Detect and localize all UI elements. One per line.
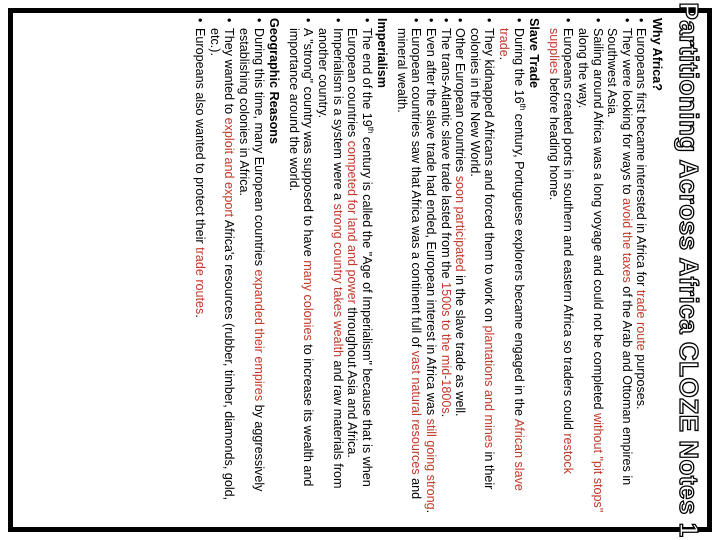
bullet-text: The trans-Atlantic slave trade lasted from the — [438, 28, 453, 283]
bullet-item — [634, 18, 649, 523]
bullet-text: in the slave trade as well. — [453, 271, 468, 417]
bullet-list — [193, 18, 266, 523]
bullet-item — [467, 18, 496, 523]
bullet-dot-icon: • — [424, 18, 439, 23]
bullet-text: A "strong" country was supposed to have — [301, 28, 316, 261]
bullet-text: th — [365, 126, 375, 134]
bullet-item — [236, 18, 265, 523]
bullet-item — [193, 18, 208, 523]
bullet-dot-icon: • — [359, 18, 374, 23]
bullet-text: . — [497, 56, 512, 61]
bullet-dot-icon: • — [301, 18, 316, 23]
bullet-dot-icon: • — [634, 18, 649, 23]
bullet-text: Europeans first became interested in Africa for — [634, 28, 649, 290]
bullet-item — [286, 18, 315, 523]
bullet-dot-icon: • — [251, 18, 266, 23]
bullet-text: Sailing around Africa was a long voyage and could not be completed — [590, 28, 605, 414]
bullet-text: Africa's resources (rubber, timber, diamonds, gold, etc.). — [207, 28, 237, 501]
section-heading: Imperialism — [375, 18, 390, 88]
bullet-text: and raw materials from another country. — [315, 28, 345, 489]
bullet-item — [315, 18, 344, 523]
cloze-answer: strong country takes wealth — [330, 203, 345, 357]
bullet-text: Europeans also wanted to protect their — [193, 28, 208, 248]
cloze-answer: 1500s to the mid-1800s — [438, 282, 453, 414]
bullet-text: along the way. — [576, 28, 591, 109]
bullet-item — [438, 18, 453, 523]
bullet-text: They wanted to — [222, 28, 237, 118]
bullet-dot-icon: • — [222, 18, 237, 23]
bullet-text: They were looking for ways to — [619, 28, 634, 199]
cloze-answer: exploit and export — [222, 117, 237, 218]
bullet-text: of the Arab and Ottoman empires in Southwest Asia. — [605, 28, 634, 486]
bullet-item — [394, 18, 423, 523]
bullet-dot-icon: • — [619, 18, 634, 23]
bullet-dot-icon: • — [511, 18, 526, 23]
bullet-text: . — [424, 509, 439, 514]
bullet-item — [345, 18, 374, 523]
bullet-text: During the 16 — [511, 28, 526, 104]
bullet-text: European countries saw that Africa was a continent full of — [409, 28, 424, 351]
bullet-text: and mineral wealth. — [394, 28, 424, 500]
bullet-item — [453, 18, 468, 523]
bullet-dot-icon: • — [482, 18, 497, 23]
cloze-answer: vast natural resources — [409, 350, 424, 475]
bullet-text: . — [193, 314, 208, 318]
bullet-text: in their colonies in the New World. — [467, 28, 497, 490]
bullet-text: Even after the slave trade had ended, European interest in Africa was — [424, 28, 439, 419]
bullet-text: Other European countries — [453, 28, 468, 176]
bullet-item — [605, 18, 634, 523]
bullet-text: throughout Asia and Africa. — [345, 303, 360, 458]
cloze-answer: trade route — [634, 289, 649, 351]
bullet-text: Europeans created ports in southern and eastern Africa so traders could — [561, 28, 576, 434]
cloze-answer: soon participated — [453, 175, 468, 272]
bullet-item — [546, 18, 575, 523]
bullet-item — [575, 18, 604, 523]
cloze-answer: without "pit stops" — [590, 413, 605, 513]
notes-content — [193, 18, 664, 523]
cloze-answer: still going strong — [424, 418, 439, 510]
bullet-text: century, Portuguese explorers became engaged in the — [511, 110, 526, 419]
bullet-text: . — [438, 413, 453, 418]
cloze-answer: expanded their empires — [251, 269, 266, 402]
bullet-item — [496, 18, 525, 523]
bullet-dot-icon: • — [438, 18, 453, 23]
bullet-dot-icon: • — [561, 18, 576, 23]
cloze-answer: restock supplies — [546, 28, 576, 474]
bullet-text: by aggressively establishing colonies in Africa. — [236, 28, 266, 492]
bullet-list — [394, 18, 525, 523]
bullet-text: to increase its wealth and importance around the world. — [286, 28, 316, 487]
section-heading: Why Africa? — [650, 18, 664, 92]
bullet-item — [424, 18, 439, 523]
bullet-text: before heading home. — [546, 74, 561, 201]
bullet-item — [207, 18, 236, 523]
bullet-text: The end of the 19 — [359, 28, 374, 127]
bullet-list — [286, 18, 374, 523]
section-heading: Slave Trade — [527, 18, 542, 89]
bullet-text: Imperialism is a system were a — [330, 28, 345, 204]
bullet-text: During this time, many European countries — [251, 28, 266, 270]
bullet-dot-icon: • — [330, 18, 345, 23]
bullet-dot-icon: • — [590, 18, 605, 23]
page-title: Partitioning Across Africa CLOZE Notes 1 — [674, 2, 704, 538]
bullet-text: purposes. — [634, 350, 649, 410]
bullet-dot-icon: • — [193, 18, 208, 23]
cloze-answer: avoid the taxes — [619, 198, 634, 283]
bullet-dot-icon: • — [453, 18, 468, 23]
cloze-answer: African slave trade — [497, 28, 526, 491]
bullet-text: th — [517, 103, 527, 111]
cloze-answer: plantations and mines — [482, 325, 497, 449]
section-heading: Geographic Reasons — [267, 18, 282, 144]
bullet-text: century is called the "Age of Imperialism" because that is when European countries — [345, 28, 374, 487]
bullet-dot-icon: • — [409, 18, 424, 23]
bullet-list — [546, 18, 648, 523]
cloze-answer: many colonies — [301, 260, 316, 341]
cloze-answer: trade routes — [193, 247, 208, 315]
bullet-text: They kidnapped Africans and forced them to work on — [482, 28, 497, 326]
cloze-answer: competed for land and power — [345, 140, 360, 304]
